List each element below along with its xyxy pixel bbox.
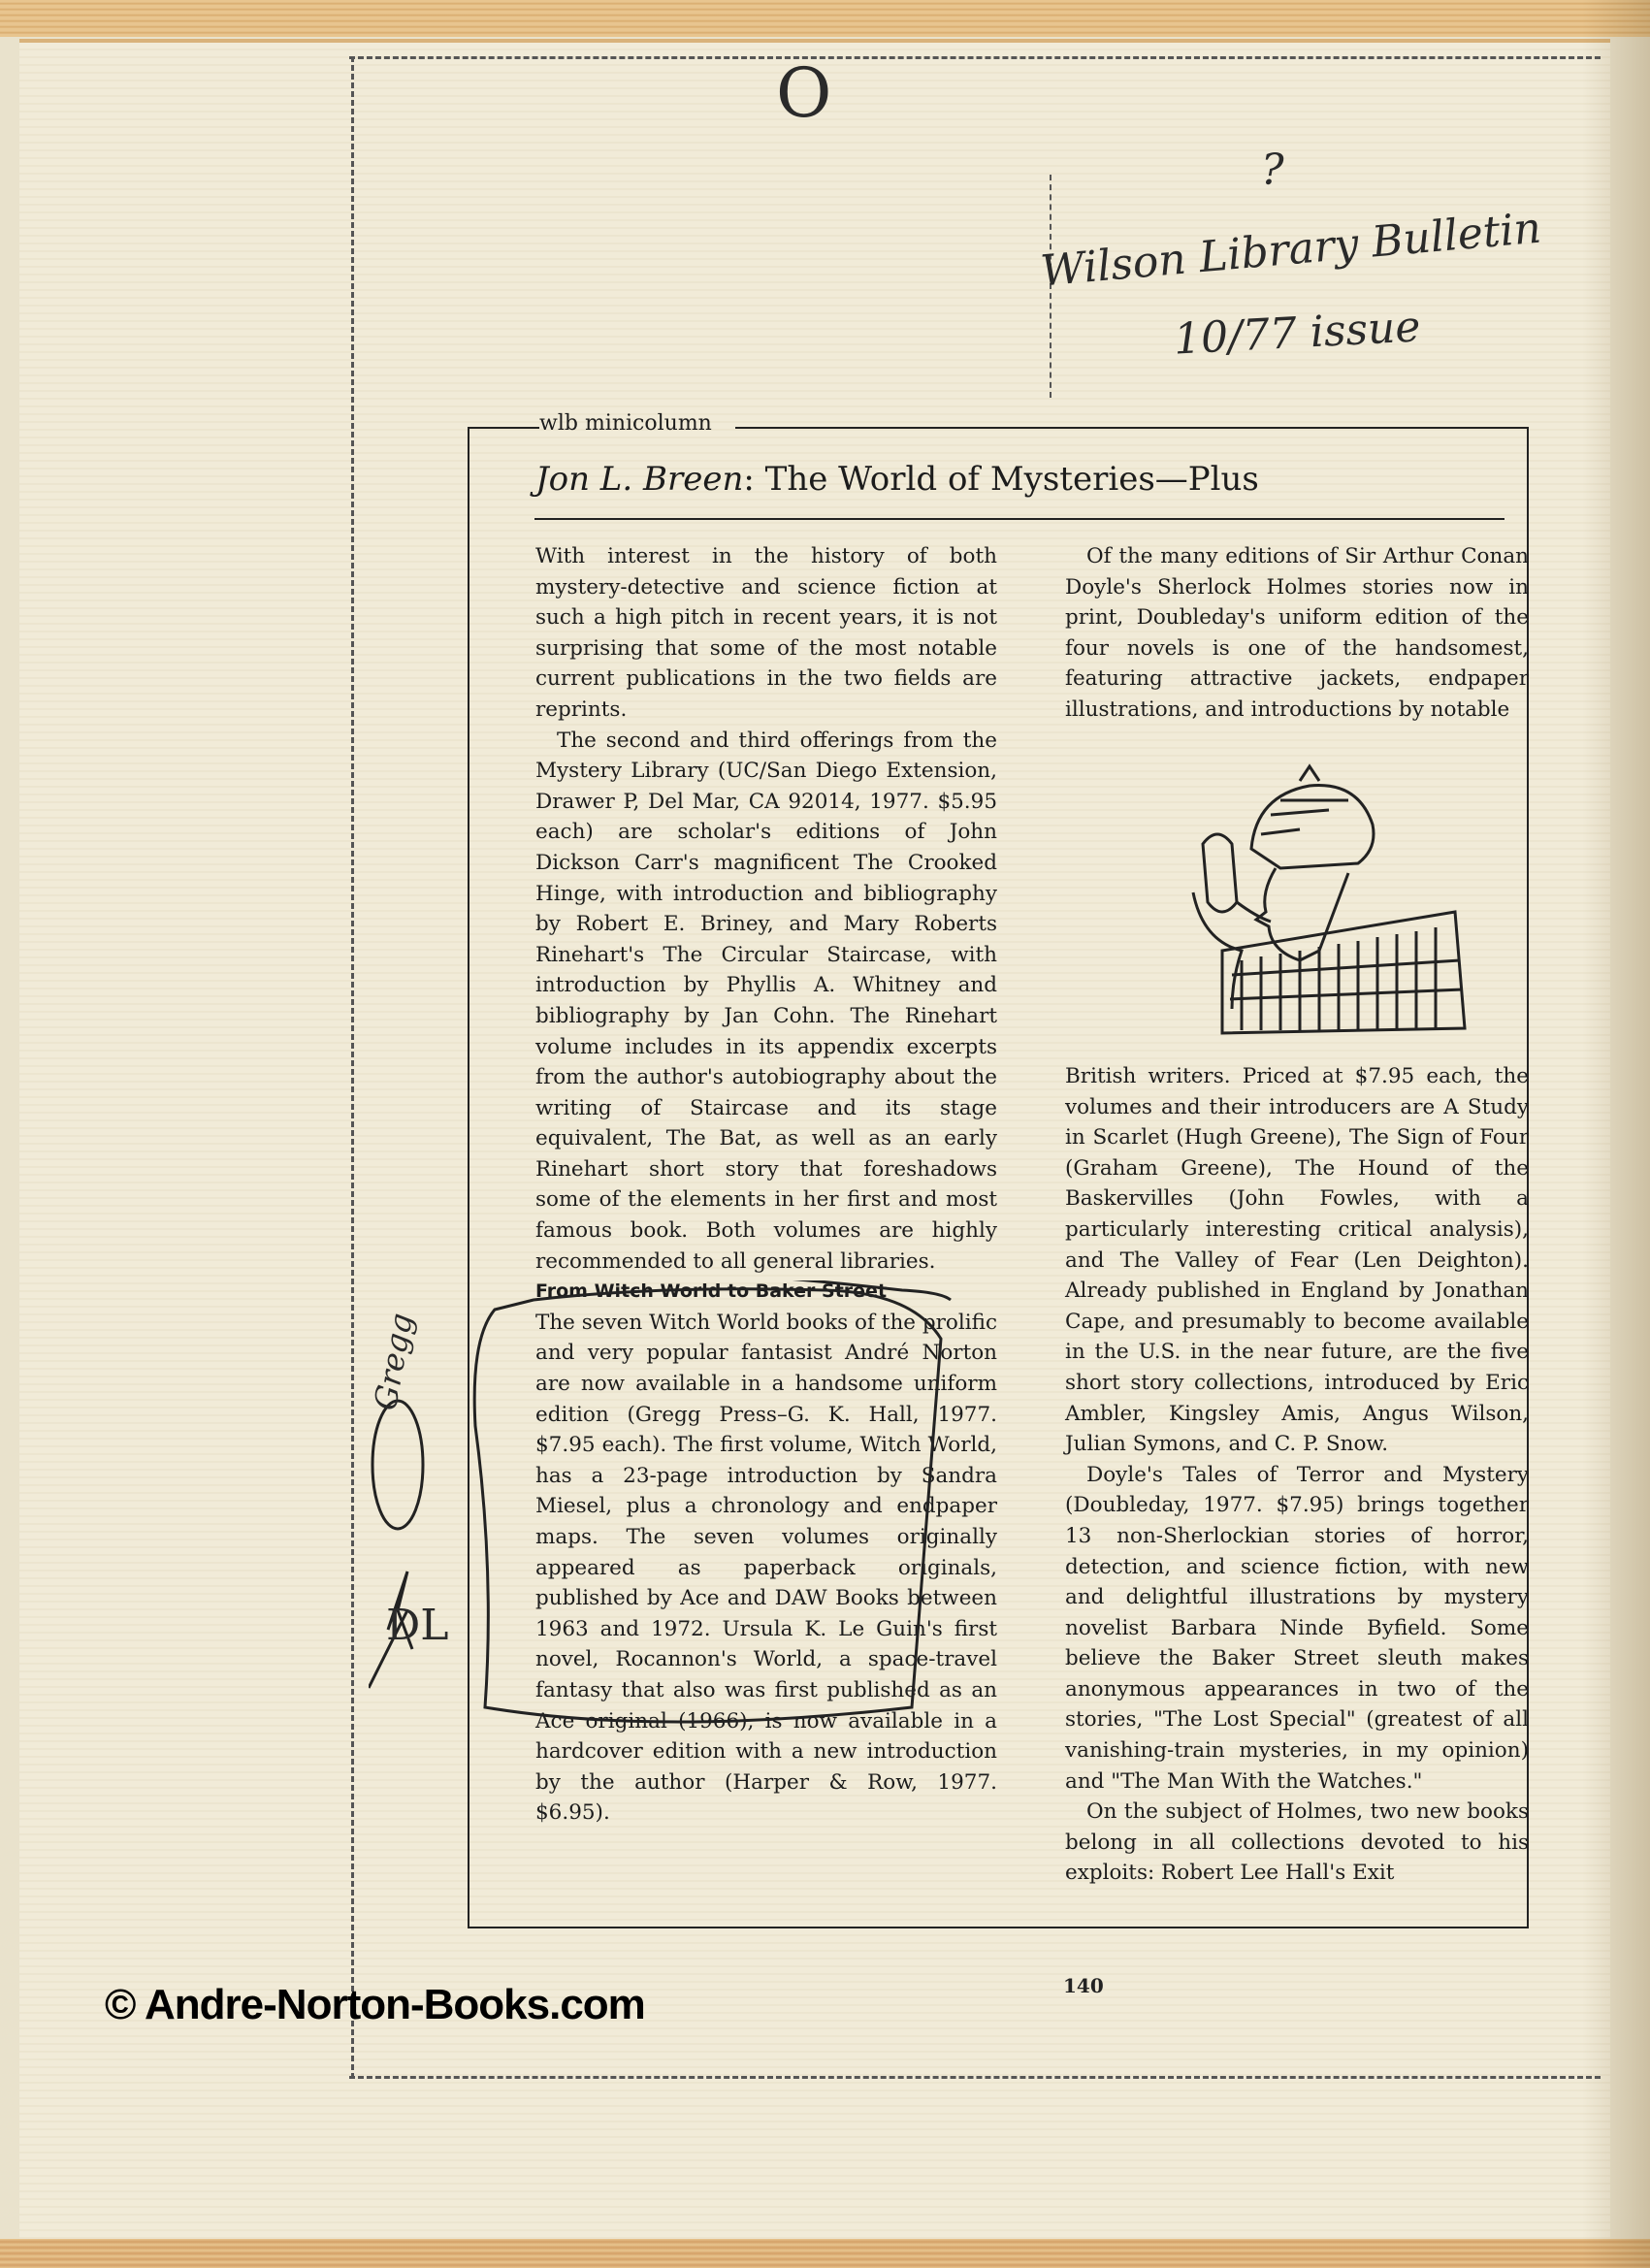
section-subhead: From Witch World to Baker Street [535,1280,888,1303]
handdrawn-bracket [474,1289,941,1722]
right-paragraph-2: British writers. Priced at $7.95 each, the volumes and their introducers are A Study in Scarlet (Hugh Greene), The Sign of Four (Graham Greene), The Hound of the Baskervilles (John Fowles, with a particularly interesting critical analysis), and The Valley of Fear (Len Deighton). Already published in England by Jonathan Cape, and presumably to become available in the U.S. in the near future, are the five short story collections, introduced by Eric Ambler, Kingsley Amis, Angus Wilson, Julian Symons, and C. P. Snow. [1065,1064,1529,1457]
left-paragraph-3: The seven Witch World books of the prolific and very popular fantasist André Norton are now available in a handsome uniform edition (Gregg Press–G. K. Hall, 1977. $7.95 each). The first volume, Witch World, has a 23-page introduction by Sandra Miesel, plus a chronology and endpaper maps. The seven volumes originally appeared as paperback originals, published by Ace and DAW Books between 1963 and 1972. Ursula K. Le Guin's first novel, Rocannon's World, a space-travel fantasy that also was first published as an Ace original (1966), is now available in a hardcover edition with a new introduction by the author (Harper & Row, 1977. $6.95). [535,1310,997,1826]
title-text: : The World of Mysteries—Plus [743,460,1259,499]
frame-top-right [735,427,1527,429]
frame-top-left [468,427,539,429]
title-author: Jon L. Breen [535,460,744,499]
handwritten-source-line2: 10/77 issue [1172,302,1422,365]
title-rule [534,518,1504,520]
sherlock-holmes-illustration [1164,757,1474,1048]
right-paragraph-4: On the subject of Holmes, two new books belong in all collections devoted to his exploits: Robert Lee Hall's Exit [1065,1799,1529,1886]
handwritten-question: ? [1261,146,1284,195]
handwritten-source-line1: Wilson Library Bulletin [1038,203,1543,297]
margin-note-gregg: Gregg [367,1310,420,1413]
handwritten-circle-mark: O [776,53,832,133]
bottom-paper-edge [0,2239,1650,2268]
left-paragraph-2: The second and third offerings from the Mystery Library (UC/San Diego Extension, Drawer P, Del Mar, CA 92014, 1977. $5.95 each) are scholar's editions of John Dickson Carr's magnificent The Crooked Hinge, with introduction and bibliography by Robert E. Briney, and Mary Roberts Rinehart's The Circular Staircase, with introduction by Phyllis A. Whitney and bibliography by Jan Cohn. The Rinehart volume includes in its appendix excerpts from the author's autobiography about the writing of Staircase and its stage equivalent, The Bat, as well as an early Rinehart short story that foreshadows some of the elements in her first and most famous book. Both volumes are highly recommended to all general libraries. [535,728,997,1274]
right-paragraph-1: Of the many editions of Sir Arthur Conan Doyle's Sherlock Holmes stories now in print, Doubleday's uniform edition of the four novels is one of the handsomest, featuring attractive jackets, endpaper illustrations, and introductions by notable [1065,544,1529,722]
right-column-top [1065,541,1529,726]
left-paragraph-1: With interest in the history of both mystery-detective and science fiction at such a high pitch in recent years, it is not surprising that some of the most notable current publications in the two fields are reprints. [535,544,997,722]
watermark: © Andre-Norton-Books.com [105,1981,645,2028]
right-column-bottom [1065,1061,1529,1889]
article-title [535,460,1259,499]
gregg-circle [372,1401,423,1529]
deerstalker-hat [1251,786,1374,869]
right-paragraph-3: Doyle's Tales of Terror and Mystery (Doubleday, 1977. $7.95) brings together 13 non-Sherlockian stories of horror, detection, and science fiction, with new and delightful illustrations by mystery novelist Barbara Ninde Byfield. Some believe the Baker Street sleuth makes anonymous appearances in two of the stories, "The Lost Special" (greatest of all vanishing-train mysteries, in my opinion) and "The Man With the Watches." [1065,1462,1529,1794]
pipe [1203,834,1237,912]
page-number: 140 [1063,1974,1104,1997]
hand-annotation-layer [369,1280,1067,1746]
holmes-profile [1256,868,1348,960]
top-paper-edge [0,0,1650,37]
page-shadow [1582,0,1650,2268]
margin-note-initials: DL [386,1601,449,1650]
clipping-edge-bottom [349,2076,1601,2079]
minicolumn-label: wlb minicolumn [539,411,712,436]
clipping-edge-left [351,56,354,2079]
clipping-edge-top [349,56,1601,59]
